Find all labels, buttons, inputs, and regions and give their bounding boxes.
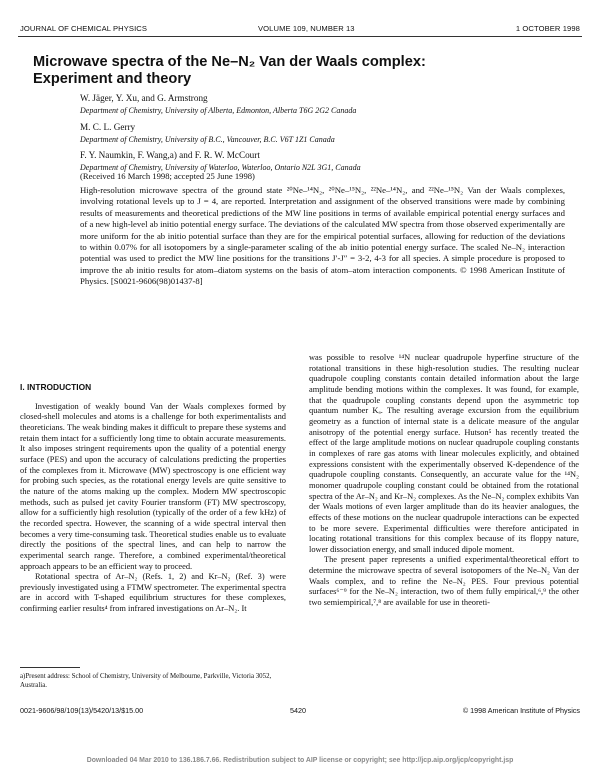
journal-name: JOURNAL OF CHEMICAL PHYSICS xyxy=(20,24,148,33)
abstract: High-resolution microwave spectra of the ground state ²⁰Ne–¹⁴N₂, ²⁰Ne–¹⁵N₂, ²²Ne–¹⁴N₂, and ²²Ne–¹⁵N₂ Van der Waals complexes, involving rotational levels up to J = 4, are reported. Interpretation and assignment of the observed transitions were made by combining results of measurements and theoretical predictions of the MW line positions in terms of available empirical potential energy surfaces and of a new high-level ab initio potential energy surface. The deviations of the calculated MW spectra from those observed experimentally are more uniform for the ab initio potential surface than they are for the empirical potential surfaces, allowing for reduction of the deviations to within 0.07% for all isotopomers by a single-parameter scaling of the ab initio potential energy surface. The scaled Ne–N₂ interaction potential was used to predict the MW line positions for the transitions J′-J″ = 3-2, 4-3 for all species. A simple procedure is proposed to improve the ab initio results for atom–diatom systems on the basis of atom–atom interaction components. © 1998 American Institute of Physics. [S0021-9606(98)01437-8] xyxy=(80,185,565,287)
intro-paragraph-4: The present paper represents a unified experimental/theoretical effort to determine the microwave spectra of several isotopomers of the Ne–N₂ Van der Waals complex, and to refine the Ne–N₂ PES. Four previous potential surfaces⁶⁻⁹ for the Ne–N₂ interaction, two of them fully empirical,⁶,⁹ the other two semiempirical,⁷,⁸ are available for use in theoreti- xyxy=(309,555,579,608)
page-number: 5420 xyxy=(290,706,306,715)
footnote: a)Present address: School of Chemistry, University of Melbourne, Parkville, Victoria 3052, Australia. xyxy=(20,673,272,689)
article-code: 0021-9606/98/109(13)/5420/13/$15.00 xyxy=(20,706,144,715)
volume-number: VOLUME 109, NUMBER 13 xyxy=(258,24,355,33)
author-group-3: F. Y. Naumkin, F. Wang,a) and F. R. W. McCourt xyxy=(80,150,260,160)
section-heading: I. INTRODUCTION xyxy=(20,382,92,392)
intro-paragraph-3: was possible to resolve ¹⁴N nuclear quadrupole hyperfine structure of the rotational transitions in these high-resolution studies. The resulting nuclear quadrupole coupling constants contain detailed information about the large amplitude bending motions within the complexes. It was found, for example, that the quadrupole coupling constants depend upon the asymmetric top quantum number Kₐ. The resulting average excursion from the equilibrium geometry as a function of internal state is a delicate measure of the angular anisotropy of the potential energy surface. Hutson⁵ has recently treated the effect of the large amplitude motions on nuclear quadrupole coupling constants in complexes of rare gas atoms with linear molecules explicitly, and obtained expressions consistent with the experimentally observed K-dependence of the quadrupole coupling constants. Consequently, an accurate value for the ¹⁴N₂ monomer quadrupole coupling constant could be obtained from the rotational spectra of the Ar–N₂ and Kr–N₂ complexes. As the Ne–N₂ complex exhibits Van der Waals motions of even larger amplitude than do its heavier analogues, the effects of these motions on the nuclear quadrupole interactions can be expected to be more severe. Experimental difficulties were therefore anticipated in locating rotational transitions for this complex because of its floppy nature, lower dissociation energy, and small induced dipole moment. xyxy=(309,353,579,554)
issue-date: 1 OCTOBER 1998 xyxy=(515,24,580,33)
download-notice: Downloaded 04 Mar 2010 to 136.186.7.66. Redistribution subject to AIP license or copyright; see http://jcp.aip.org/jcp/copyright.jsp xyxy=(86,757,514,764)
title-line-1: Microwave spectra of the Ne–N₂ Van der Waals complex: xyxy=(33,54,426,70)
received-dates: (Received 16 March 1998; accepted 25 June 1998) xyxy=(80,171,255,181)
header-rule xyxy=(18,36,582,37)
right-column xyxy=(309,353,579,609)
paper-title xyxy=(33,54,563,88)
affiliation-2: Department of Chemistry, University of B.C., Vancouver, B.C. V6T 1Z1 Canada xyxy=(80,135,335,144)
affiliation-3: Department of Chemistry, University of Waterloo, Waterloo, Ontario N2L 3G1, Canada xyxy=(80,163,361,172)
intro-paragraph-2: Rotational spectra of Ar–N₂ (Refs. 1, 2) and Kr–N₂ (Ref. 3) were previously investigated using a FTMW spectrometer. The experimental spectra are in accord with T-shaped equilibrium structures for these complexes, confirming earlier results⁴ from infrared investigations on Ar–N₂. It xyxy=(20,572,286,614)
copyright-line: © 1998 American Institute of Physics xyxy=(462,706,580,715)
title-line-2: Experiment and theory xyxy=(33,71,192,87)
left-column xyxy=(20,382,286,615)
affiliation-1: Department of Chemistry, University of Alberta, Edmonton, Alberta T6G 2G2 Canada xyxy=(80,106,357,115)
intro-paragraph-1: Investigation of weakly bound Van der Waals complexes formed by closed-shell molecules and atoms is a challenge for both experimentalists and theoreticians. The weak binding makes it difficult to prepare these systems and retain them intact for a sufficiently long time to obtain accurate measurements. It also imposes stringent requirements upon the quality of a potential energy surface (PES) and upon the accuracy of calculations predicting the properties of the complexes from it. Microwave (MW) spectroscopy is one efficient way for probing such species, as the rotational energy levels are quite sensitive to the nature of the atoms making up the complex. Modern MW spectroscopic methods, such as pulsed jet cavity Fourier transform (FT) MW spectroscopy, allow for a sufficiently high resolution (typically of the order of a few kHz) of the recorded spectra. However, the scanning of a wide spectral interval then becomes a very time-consuming task. Theoretical studies enable us to evaluate directly the positions of the spectral lines, and can help to narrow the experimental search range. Therefore, a combined experimental/theoretical approach appears to be an efficient way to proceed. xyxy=(20,401,286,571)
footnote-rule xyxy=(20,667,80,668)
author-group-1: W. Jäger, Y. Xu, and G. Armstrong xyxy=(80,93,208,103)
author-group-2: M. C. L. Gerry xyxy=(80,122,136,132)
